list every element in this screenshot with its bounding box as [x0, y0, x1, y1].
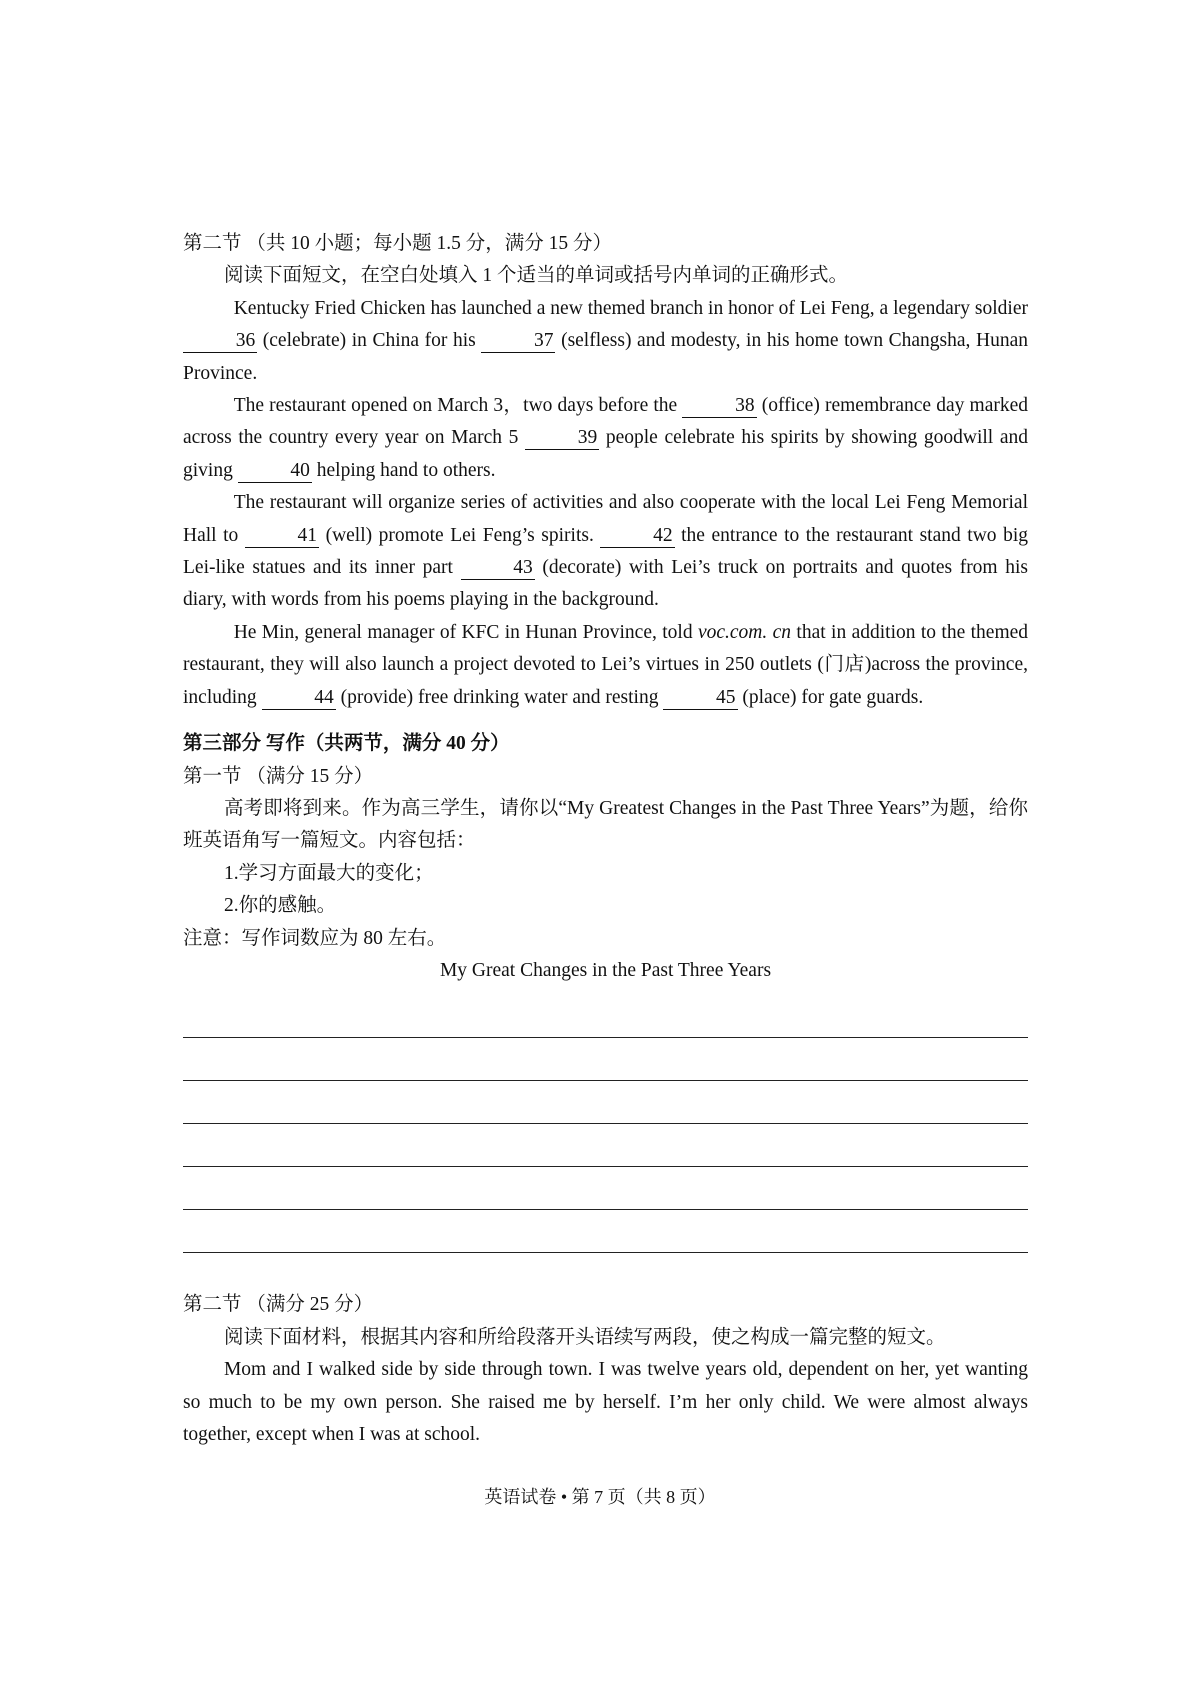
- passage-paragraph-3: [183, 487, 1028, 617]
- text-run: (decorate) with Lei’s truck on portraits and quotes from his diary, with words from his poems playing in the background.: [183, 557, 1028, 611]
- part3-heading: 第三部分 写作（共两节，满分 40 分）: [183, 733, 510, 755]
- text-run: (well) promote Lei Feng’s spirits.: [319, 524, 601, 546]
- writing-line[interactable]: [183, 1124, 1028, 1167]
- part3-sec2-instruction: 阅读下面材料，根据其内容和所给段落开头语续写两段，使之构成一篇完整的短文。: [223, 1326, 946, 1348]
- passage-paragraph-2: [183, 390, 1028, 487]
- text-run: He Min, general manager of KFC in Hunan Province, told: [233, 621, 698, 643]
- part3-sec2-heading: 第二节 （满分 25 分）: [183, 1294, 374, 1316]
- writing-prompt: 高考即将到来。作为高三学生，请你以“My Greatest Changes in the Past Three Years”为题，给你班英语角写一篇短文。内容包括：: [183, 797, 1028, 852]
- blank-45[interactable]: 45: [663, 687, 737, 710]
- writing-area[interactable]: [183, 995, 1028, 1253]
- text-run: (place) for gate guards.: [737, 686, 924, 708]
- text-run: the entrance to the restaurant stand two big Lei-like statues and its inner part: [183, 524, 1028, 579]
- text-run: The restaurant opened on March 3，two days before the: [233, 395, 683, 417]
- text-run: Kentucky Fried Chicken has launched a new themed branch in honor of Lei Feng, a legendary soldier: [233, 297, 1028, 319]
- writing-line[interactable]: [183, 1081, 1028, 1124]
- passage-paragraph-1: [183, 293, 1028, 390]
- continuation-passage: Mom and I walked side by side through town. I was twelve years old, dependent on her, yet wanting so much to be my own person. She raised me by herself. I’m her only child. We were almost always together, except when I was at school.: [183, 1359, 1028, 1445]
- blank-37[interactable]: 37: [481, 330, 555, 353]
- text-run: (selfless) and modesty, in his home town Changsha, Hunan Province.: [183, 330, 1029, 384]
- writing-line[interactable]: [183, 1210, 1028, 1253]
- prompt-item-2: 2.你的感触。: [223, 895, 337, 917]
- blank-38[interactable]: 38: [682, 395, 756, 418]
- prompt-item-1: 1.学习方面最大的变化；: [223, 862, 434, 884]
- text-run: (office) remembrance day marked across the country every year on March 5: [183, 395, 1028, 449]
- page-footer: 英语试卷 • 第 7 页（共 8 页）: [484, 1487, 716, 1507]
- text-run: (celebrate) in China for his: [257, 330, 482, 352]
- section2-instruction: 阅读下面短文，在空白处填入 1 个适当的单词或括号内单词的正确形式。: [223, 265, 848, 287]
- text-run: helping hand to others.: [311, 459, 496, 481]
- word-count-note: 注意：写作词数应为 80 左右。: [183, 927, 447, 949]
- exam-page: [183, 228, 1028, 1451]
- text-run: that in addition to the themed restaurant, they will also launch a project devoted to Lei’s virtues in 250 outlets (门店)across the province, including: [183, 621, 1029, 708]
- writing-line[interactable]: [183, 995, 1028, 1038]
- site-name: voc.com. cn: [697, 621, 792, 643]
- writing-line[interactable]: [183, 1038, 1028, 1081]
- text-run: (provide) free drinking water and resting: [335, 686, 664, 708]
- blank-41[interactable]: 41: [245, 525, 319, 548]
- writing-line[interactable]: [183, 1167, 1028, 1210]
- blank-40[interactable]: 40: [238, 460, 312, 483]
- section2-heading: 第二节 （共 10 小题；每小题 1.5 分，满分 15 分）: [183, 233, 613, 254]
- passage-paragraph-4: [183, 617, 1028, 714]
- blank-42[interactable]: 42: [600, 525, 674, 548]
- blank-43[interactable]: 43: [461, 557, 535, 580]
- part3-sec1-heading: 第一节 （满分 15 分）: [183, 765, 374, 787]
- blank-44[interactable]: 44: [262, 687, 336, 710]
- text-run: The restaurant will organize series of activities and also cooperate with the local Lei Feng Memorial Hall to: [183, 492, 1028, 546]
- essay-title: My Great Changes in the Past Three Years: [439, 959, 772, 981]
- blank-39[interactable]: 39: [525, 427, 599, 450]
- blank-36[interactable]: 36: [183, 330, 257, 353]
- text-run: people celebrate his spirits by showing goodwill and giving: [183, 427, 1028, 481]
